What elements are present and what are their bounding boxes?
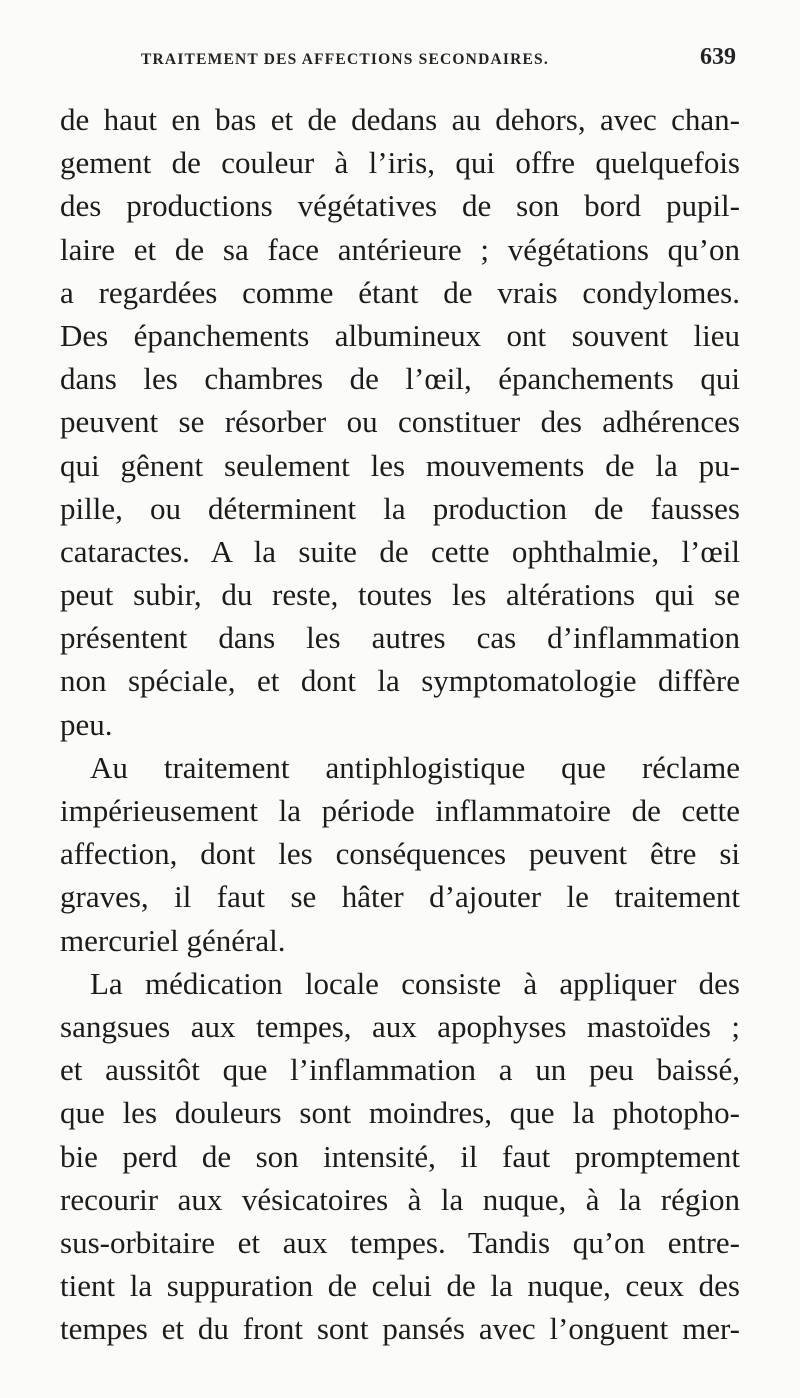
text-line: Au traitement antiphlogistique que réclame [90, 749, 740, 785]
text-line: graves, il faut se hâter d’ajouter le traitement [60, 879, 740, 915]
text-line: non spéciale, et dont la symptomatologie diffère [60, 663, 740, 699]
text-line: et aussitôt que l’inflammation a un peu baissé, [60, 1052, 740, 1088]
text-line: peuvent se résorber ou constituer des adhérences [60, 404, 740, 440]
body-text [60, 98, 740, 1350]
text-line: bie perd de son intensité, il faut promptement [60, 1138, 740, 1174]
text-line: Des épanchements albumineux ont souvent lieu [60, 317, 740, 353]
text-line: tient la suppuration de celui de la nuque, ceux des [60, 1268, 740, 1304]
text-line: peut subir, du reste, toutes les altérations qui se [60, 577, 740, 613]
text-line: des productions végétatives de son bord pupil- [60, 188, 740, 224]
page-number: 639 [700, 44, 736, 70]
text-line: tempes et du front sont pansés avec l’onguent mer- [60, 1311, 740, 1347]
text-line: laire et de sa face antérieure ; végétations qu’on [60, 231, 740, 267]
running-head: TRAITEMENT DES AFFECTIONS SECONDAIRES. [141, 51, 549, 68]
text-line: affection, dont les conséquences peuvent être si [60, 836, 740, 872]
text-line: présentent dans les autres cas d’inflammation [60, 620, 740, 656]
text-line: dans les chambres de l’œil, épanchements qui [60, 361, 740, 397]
page-header [141, 44, 736, 71]
text-line: peu. [60, 706, 113, 742]
text-line: La médication locale consiste à appliquer des [90, 965, 740, 1001]
text-line: recourir aux vésicatoires à la nuque, à la région [60, 1181, 740, 1217]
text-line: cataractes. A la suite de cette ophthalmie, l’œil [60, 533, 740, 569]
text-line: mercuriel général. [60, 922, 286, 958]
text-line: sangsues aux tempes, aux apophyses mastoïdes ; [60, 1008, 740, 1044]
text-line: sus-orbitaire et aux tempes. Tandis qu’on entre- [60, 1224, 740, 1260]
text-line: pille, ou déterminent la production de fausses [60, 490, 740, 526]
text-line: de haut en bas et de dedans au dehors, avec chan- [60, 102, 740, 137]
text-line: qui gênent seulement les mouvements de la pu- [60, 447, 740, 483]
text-line: gement de couleur à l’iris, qui offre quelquefois [60, 145, 740, 181]
text-line: a regardées comme étant de vrais condylomes. [60, 274, 740, 310]
text-line: que les douleurs sont moindres, que la photopho- [60, 1095, 740, 1131]
text-line: impérieusement la période inflammatoire de cette [60, 793, 740, 828]
